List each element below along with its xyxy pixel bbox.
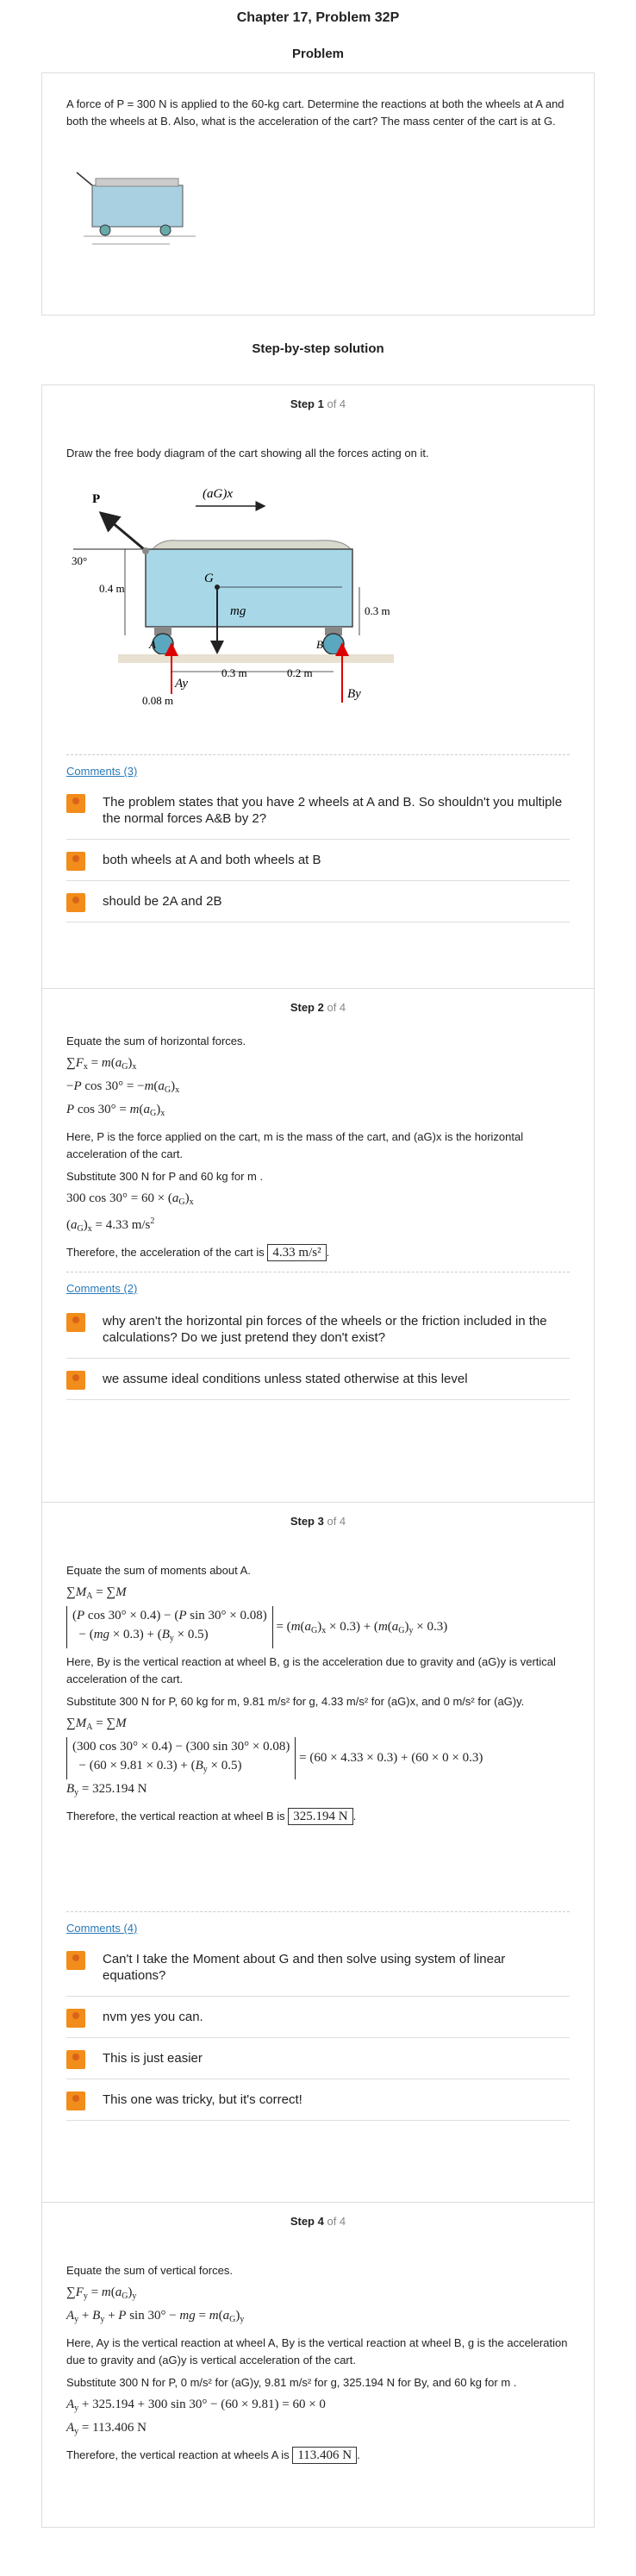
step-4-card (41, 2202, 595, 2528)
comment: The problem states that you have 2 wheels at A and B. So shouldn't you multiple the normal forces A&B by 2? (66, 782, 570, 840)
svg-text:P: P (92, 492, 101, 506)
step-2-card (41, 988, 595, 1504)
step-4-here: Here, Ay is the vertical reaction at wheel A, By is the vertical reaction at wheel B, g is the acceleration due to gravity and (aG)y is vertical acceleration of the cart. (66, 2336, 568, 2367)
svg-text:mg: mg (230, 604, 246, 618)
step-4-result-line: Therefore, the vertical reaction at wheels A is 113.406 N . (66, 2448, 360, 2462)
comment: This is just easier (66, 2038, 570, 2079)
result-box: 113.406 N (292, 2447, 357, 2464)
equation-block: $\sum F_y = m(a_G)_y$ $A_y + B_y + P$ sin 30° − mg = $m(a_G)_y$ (66, 2285, 245, 2324)
avatar (66, 1371, 85, 1390)
step-4-substitute: Substitute 300 N for P, 0 m/s² for (aG)y, 9.81 m/s² for g, 325.194 N for By, and 60 kg for m . (66, 2376, 517, 2389)
avatar (66, 852, 85, 871)
comment: nvm yes you can. (66, 1997, 570, 2038)
svg-text:0.3 m: 0.3 m (221, 666, 247, 679)
step-2-substitute: Substitute 300 N for P and 60 kg for m . (66, 1170, 264, 1183)
comment: we assume ideal conditions unless stated otherwise at this level (66, 1359, 570, 1400)
svg-text:0.3 m: 0.3 m (365, 604, 390, 617)
problem-card (41, 72, 595, 316)
equation-block: $\sum M_A = \sum M$ (P cos 30° × 0.4) − (P sin 30° × 0.08) − $(mg \times 0.3) + (B_y \times 0.5)$ = $(m(a_G)_x \times 0.3) + (m(a_G)_y \times 0.3)$ (66, 1583, 570, 1648)
svg-text:0.4 m: 0.4 m (99, 582, 125, 595)
equation-block: $\sum F_x = m(a_G)_x$ −P $\cos 30^\circ = -m(a_G)_x$ P $\cos 30^\circ = m(a_G)_x$ (66, 1056, 180, 1118)
step-3-intro: Equate the sum of moments about A. (66, 1564, 251, 1577)
step-1-card (41, 385, 595, 990)
page-title: Chapter 17, Problem 32P (236, 10, 400, 25)
svg-text:By: By (347, 687, 361, 701)
step-3-card (41, 1502, 595, 2204)
step-4-intro: Equate the sum of vertical forces. (66, 2264, 233, 2277)
avatar (66, 1313, 85, 1332)
svg-text:G: G (204, 572, 214, 585)
result-box: 325.194 N (288, 1808, 352, 1825)
svg-text:B: B (316, 638, 323, 651)
step-2-here: Here, P is the force applied on the cart, m is the mass of the cart, and (aG)x is the horizontal acceleration of the cart. (66, 1130, 524, 1160)
step-2-comments-link[interactable]: Comments (2) (66, 1282, 138, 1295)
free-body-diagram (66, 472, 428, 730)
avatar (66, 794, 85, 813)
step-2-result-line: Therefore, the acceleration of the cart is 4.33 m/s² . (66, 1246, 330, 1260)
comment: both wheels at A and both wheels at B (66, 840, 570, 881)
svg-text:(aG)x: (aG)x (203, 487, 233, 501)
problem-heading: Problem (291, 47, 344, 61)
step-3-title: Step 3 of 4 (290, 1515, 346, 1528)
svg-text:0.2 m: 0.2 m (287, 666, 313, 679)
step-3-comments-link[interactable]: Comments (4) (66, 1922, 138, 1935)
avatar (66, 2091, 85, 2110)
svg-text:Ay: Ay (175, 677, 188, 691)
equation-block: $A_y + 325.194 + 300$ sin 30° − (60 × 9.81) = 60 × 0 $A_y = 113.406$ N (66, 2398, 326, 2436)
comment: should be 2A and 2B (66, 881, 570, 922)
svg-text:0.08 m: 0.08 m (142, 694, 174, 707)
avatar (66, 893, 85, 912)
step-3-result-line: Therefore, the vertical reaction at wheel B is 325.194 N . (66, 1810, 357, 1823)
avatar (66, 1951, 85, 1970)
svg-text:A: A (149, 638, 156, 651)
step-1-title: Step 1 of 4 (290, 397, 346, 410)
problem-text: A force of P = 300 N is applied to the 60-kg cart. Determine the reactions at both the wheels at A and both the wheels at B. Also, what is the acceleration of the cart? The mass center of the cart is at G. (66, 97, 564, 128)
equation-block: $\sum M_A = \sum M$ (300 cos 30° × 0.4) − (300 sin 30° × 0.08) − $(60 \times 9.81 \times 0.3) + (B_y \times 0.5)$ = (60 × 4.33 × 0.3) + (60 × 0 × 0.3) $B_y = 325.194$ N (66, 1716, 483, 1798)
avatar (66, 2009, 85, 2028)
step-2-intro: Equate the sum of horizontal forces. (66, 1035, 246, 1047)
step-3-here: Here, By is the vertical reaction at wheel B, g is the acceleration due to gravity and (aG)y is vertical acceleration of the cart. (66, 1655, 556, 1685)
comment: This one was tricky, but it's correct! (66, 2079, 570, 2121)
step-1-intro: Draw the free body diagram of the cart showing all the forces acting on it. (66, 447, 429, 460)
step-1-comments-link[interactable]: Comments (3) (66, 765, 138, 778)
equation-block: 300 $\cos 30^\circ = 60 \times (a_G)_x$ $(a_G)_x = 4.33$ $m/s^2$ (66, 1191, 194, 1234)
comment: why aren't the horizontal pin forces of the wheels or the friction included in the calculations? Do we just pretend they don't exist? (66, 1301, 570, 1359)
avatar (66, 2050, 85, 2069)
result-box: 4.33 m/s² (267, 1244, 326, 1261)
step-4-title: Step 4 of 4 (290, 2215, 346, 2228)
comment: Can't I take the Moment about G and then solve using system of linear equations? (66, 1939, 570, 1997)
step-2-title: Step 2 of 4 (290, 1001, 346, 1014)
svg-text:30°: 30° (72, 554, 88, 567)
step-3-substitute: Substitute 300 N for P, 60 kg for m, 9.81 m/s² for g, 4.33 m/s² for (aG)x, and 0 m/s² for (aG)y. (66, 1695, 525, 1708)
solution-heading: Step-by-step solution (252, 341, 384, 356)
problem-figure (66, 159, 265, 289)
